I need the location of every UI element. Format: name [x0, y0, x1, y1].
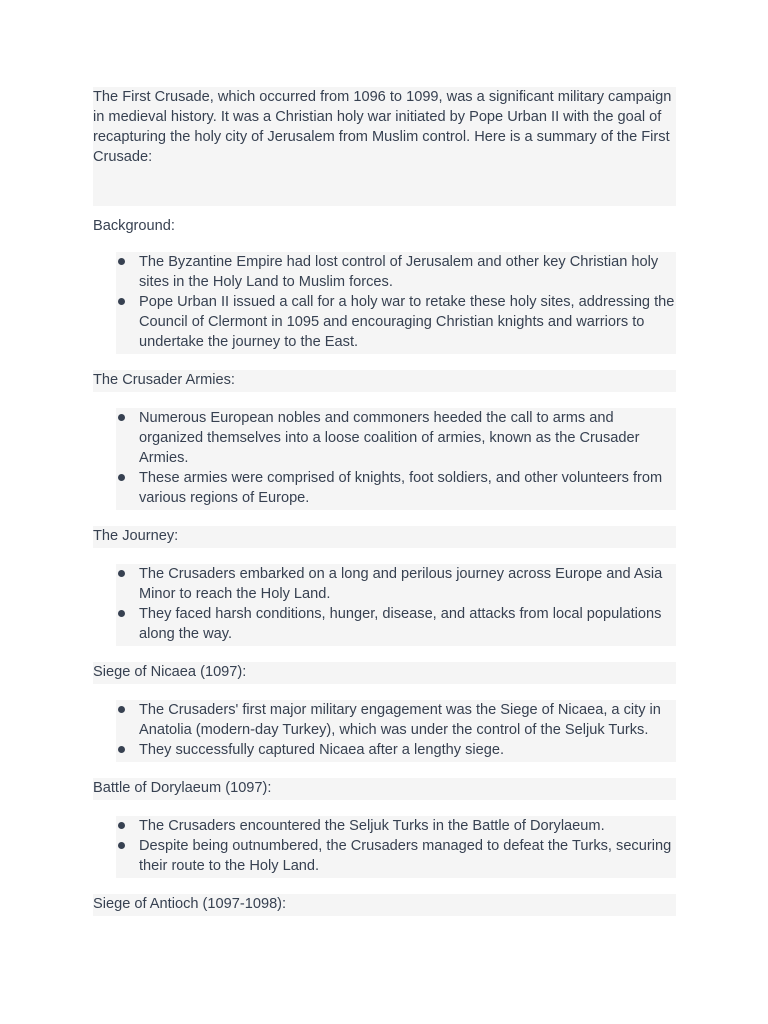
section-heading: Battle of Dorylaeum (1097): [93, 778, 676, 800]
section-heading: Siege of Nicaea (1097): [93, 662, 676, 684]
list-item: The Crusaders' first major military engagement was the Siege of Nicaea, a city in Anatolia (modern-day Turkey), which was under the control of the Seljuk Turks. [116, 700, 676, 740]
bullet-list [116, 700, 676, 762]
intro-paragraph: The First Crusade, which occurred from 1096 to 1099, was a significant military campaign in medieval history. It was a Christian holy war initiated by Pope Urban II with the goal of recapturing the holy city of Jerusalem from Muslim control. Here is a summary of the First Crusade: [93, 87, 676, 206]
bullet-list [116, 408, 676, 510]
list-item: Pope Urban II issued a call for a holy war to retake these holy sites, addressing the Council of Clermont in 1095 and encouraging Christian knights and warriors to undertake the journey to the East. [116, 292, 676, 352]
document-body [93, 87, 676, 932]
bullet-list [116, 252, 676, 354]
section-heading: Background: [93, 218, 175, 234]
section-heading: The Journey: [93, 526, 676, 548]
bullet-list [116, 816, 676, 878]
list-item: The Crusaders encountered the Seljuk Turks in the Battle of Dorylaeum. [116, 816, 676, 836]
list-item: They successfully captured Nicaea after a lengthy siege. [116, 740, 676, 760]
bullet-list [116, 564, 676, 646]
list-item: The Byzantine Empire had lost control of Jerusalem and other key Christian holy sites in the Holy Land to Muslim forces. [116, 252, 676, 292]
list-item: Numerous European nobles and commoners heeded the call to arms and organized themselves into a loose coalition of armies, known as the Crusader Armies. [116, 408, 676, 468]
section-heading: Siege of Antioch (1097-1098): [93, 894, 676, 916]
list-item: The Crusaders embarked on a long and perilous journey across Europe and Asia Minor to reach the Holy Land. [116, 564, 676, 604]
section-heading: The Crusader Armies: [93, 370, 676, 392]
list-item: Despite being outnumbered, the Crusaders managed to defeat the Turks, securing their route to the Holy Land. [116, 836, 676, 876]
list-item: These armies were comprised of knights, foot soldiers, and other volunteers from various regions of Europe. [116, 468, 676, 508]
list-item: They faced harsh conditions, hunger, disease, and attacks from local populations along the way. [116, 604, 676, 644]
